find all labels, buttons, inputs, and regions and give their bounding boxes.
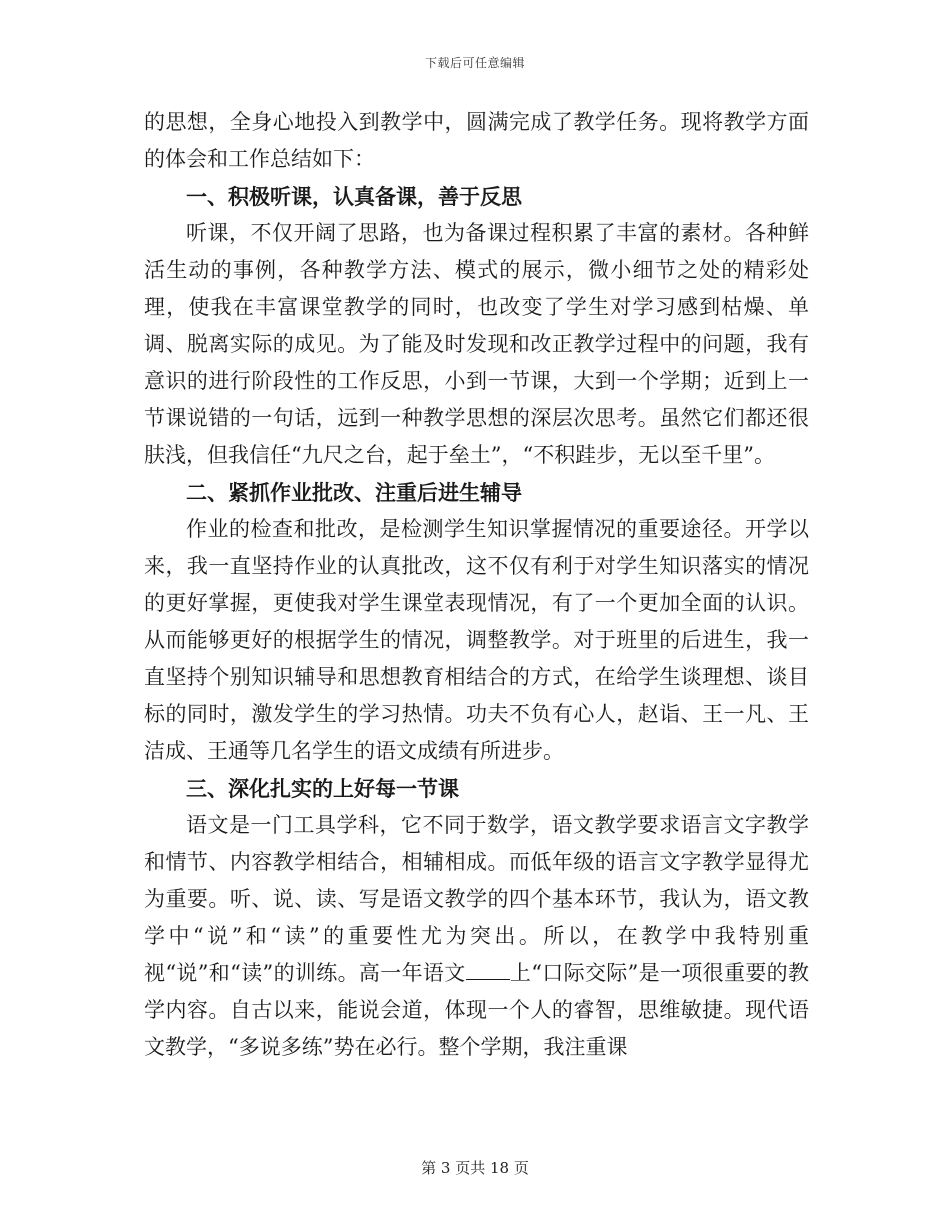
- document-body: [144, 104, 809, 1066]
- fill-in-blank: [466, 961, 510, 980]
- section-2-paragraph: 作业的检查和批改，是检测学生知识掌握情况的重要途径。开学以来，我一直坚持作业的认真批改，这不仅有利于对学生知识落实的情况的更好掌握，更使我对学生课堂表现情况，有了一个更加全面的认识。从而能够更好的根据学生的情况，调整教学。对于班里的后进生，我一直坚持个别知识辅导和思想教育相结合的方式，在给学生谈理想、谈目标的同时，激发学生的学习热情。功夫不负有心人，赵诣、王一凡、王洁成、王通等几名学生的语文成绩有所进步。: [144, 517, 809, 763]
- section-3-heading: 三、深化扎实的上好每一节课: [186, 776, 459, 801]
- section-3-text-part1: 语文是一门工具学科，它不同于数学，语文教学要求语言文字教学和情节、内容教学相结合，相辅相成。而低年级的语言文字教学显得尤为重要。听、说、读、写是语文教学的四个基本环节，我认为，语文教学中“说”和“读”的重要性尤为突出。所以，在教学中我特别重视“说”和“读”的训练。高一年语文: [144, 813, 809, 985]
- page-footer: 第 3 页共 18 页: [421, 1159, 529, 1177]
- section-1-paragraph: 听课，不仅开阔了思路，也为备课过程积累了丰富的素材。各种鲜活生动的事例，各种教学方法、模式的展示，微小细节之处的精彩处理，使我在丰富课堂教学的同时，也改变了学生对学习感到枯燥、单调、脱离实际的成见。为了能及时发现和改正教学过程中的问题，我有意识的进行阶段性的工作反思，小到一节课，大到一个学期；近到上一节课说错的一句话，远到一种教学思想的深层次思考。虽然它们都还很肤浅，但我信任“九尺之台，起于垒土”，“不积跬步，无以至千里”。: [144, 221, 809, 467]
- section-3-text-part2: 上“口际交际”是一项很重要的教学内容。自古以来，能说会道，体现一个人的睿智，思维敏捷。现代语文教学，“多说多练”势在必行。整个学期，我注重课: [144, 961, 809, 1059]
- intro-paragraph: 的思想，全身心地投入到教学中，圆满完成了教学任务。现将教学方面的体会和工作总结如下：: [144, 110, 809, 171]
- section-3-paragraph: [144, 807, 809, 1066]
- section-1-heading: 一、积极听课，认真备课，善于反思: [186, 184, 522, 209]
- section-2-heading: 二、紧抓作业批改、注重后进生辅导: [186, 480, 522, 505]
- page-header: 下载后可任意编辑: [424, 56, 525, 70]
